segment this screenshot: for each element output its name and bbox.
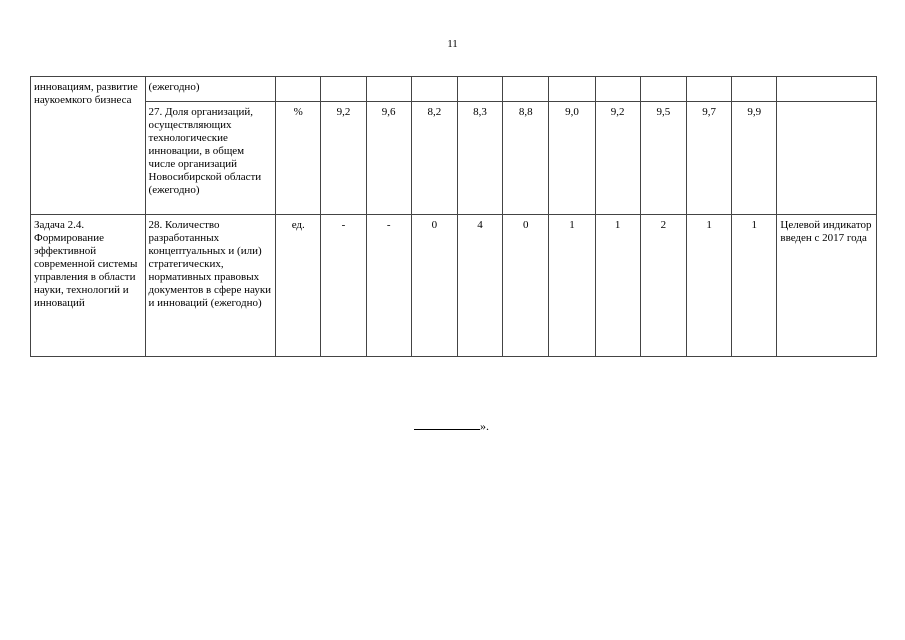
- value-cell: 1: [686, 215, 731, 357]
- value-cell: [457, 77, 502, 102]
- note-cell: [777, 102, 877, 215]
- unit-cell: ед.: [276, 215, 321, 357]
- note-cell: Целевой индикатор введен с 2017 года: [777, 215, 877, 357]
- table-row: [31, 215, 877, 357]
- value-cell: 9,9: [732, 102, 777, 215]
- value-cell: -: [366, 215, 411, 357]
- value-cell: 9,2: [595, 102, 640, 215]
- value-cell: 4: [457, 215, 502, 357]
- indicator-cell: (ежегодно): [145, 77, 276, 102]
- value-cell: [640, 77, 686, 102]
- value-cell: 9,6: [366, 102, 411, 215]
- value-cell: 9,7: [686, 102, 731, 215]
- value-cell: [595, 77, 640, 102]
- value-cell: [411, 77, 457, 102]
- blank-line: [414, 419, 480, 430]
- value-cell: [732, 77, 777, 102]
- value-cell: [366, 77, 411, 102]
- indicators-table: [30, 76, 877, 357]
- value-cell: 8,3: [457, 102, 502, 215]
- closing-quote: ».: [480, 419, 489, 433]
- value-cell: 1: [732, 215, 777, 357]
- value-cell: [503, 77, 549, 102]
- indicator-cell: 27. Доля организаций, осуществляющих технологические инновации, в общем числе организаций Новосибирской области (ежегодно): [145, 102, 276, 215]
- table-row: [31, 102, 877, 215]
- value-cell: [549, 77, 595, 102]
- value-cell: 9,5: [640, 102, 686, 215]
- task-cell: Задача 2.4. Формирование эффективной современной системы управления в области науки, технологий и инноваций: [31, 215, 146, 357]
- task-cell: инновациям, развитие наукоемкого бизнеса: [31, 77, 146, 215]
- value-cell: 1: [595, 215, 640, 357]
- value-cell: 9,2: [321, 102, 366, 215]
- value-cell: -: [321, 215, 366, 357]
- value-cell: 2: [640, 215, 686, 357]
- closing-line: [414, 419, 489, 434]
- value-cell: 8,8: [503, 102, 549, 215]
- value-cell: [686, 77, 731, 102]
- value-cell: 0: [503, 215, 549, 357]
- indicator-cell: 28. Количество разработанных концептуальных и (или) стратегических, нормативных правовых документов в сфере науки и инноваций (ежегодно): [145, 215, 276, 357]
- unit-cell: %: [276, 102, 321, 215]
- value-cell: 1: [549, 215, 595, 357]
- page-number: 11: [447, 38, 458, 50]
- value-cell: 0: [411, 215, 457, 357]
- value-cell: [777, 77, 877, 102]
- value-cell: 8,2: [411, 102, 457, 215]
- unit-cell: [276, 77, 321, 102]
- table-row: [31, 77, 877, 102]
- value-cell: 9,0: [549, 102, 595, 215]
- value-cell: [321, 77, 366, 102]
